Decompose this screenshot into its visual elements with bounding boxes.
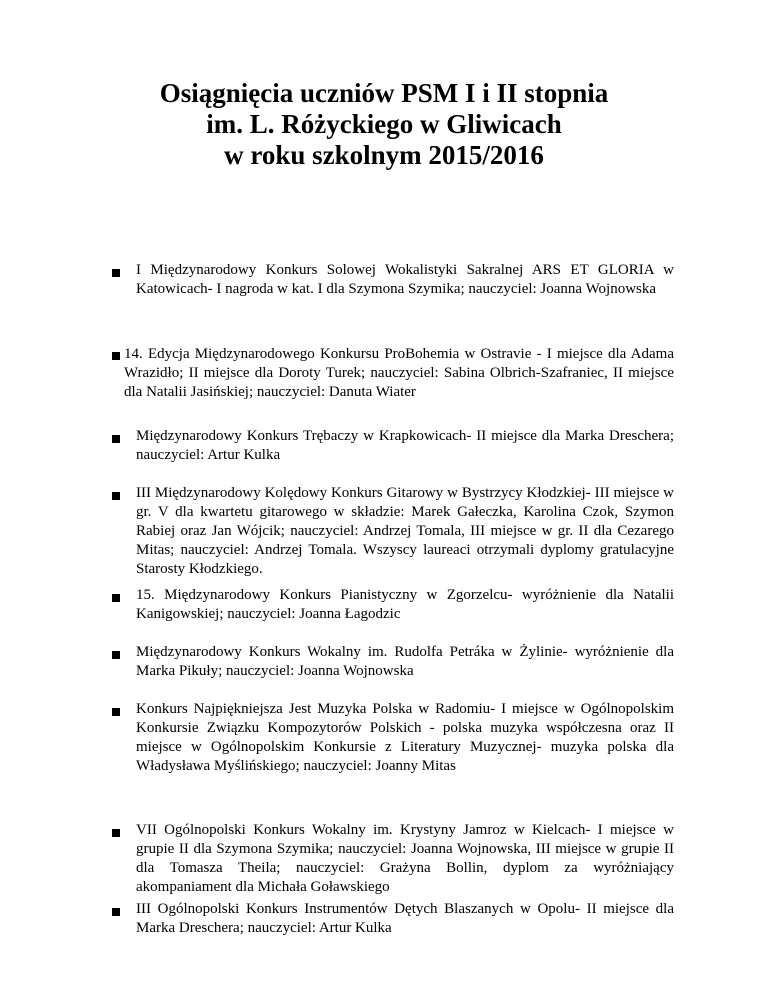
bullet-icon — [112, 352, 120, 360]
list-item: Międzynarodowy Konkurs Wokalny im. Rudolfa Petráka w Żylinie- wyróżnienie dla Marka Pikuły; nauczyciel: Joanna Wojnowska — [136, 644, 674, 679]
bullet-icon — [112, 435, 120, 443]
list-item: Konkurs Najpiękniejsza Jest Muzyka Polska w Radomiu- I miejsce w Ogólnopolskim Konkursie Związku Kompozytorów Polskich - polska muzyka współczesna oraz II miejsce w Ogólnopolskim Konkursie z Literatury Muzycznej- muzyka polska dla Władysława Myślińskiego; nauczyciel: Joanny Mitas — [136, 701, 674, 774]
bullet-icon — [112, 708, 120, 716]
bullet-icon — [112, 492, 120, 500]
bullet-icon — [112, 651, 120, 659]
list-item: 15. Międzynarodowy Konkurs Pianistyczny w Zgorzelcu- wyróżnienie dla Natalii Kanigowskiej; nauczyciel: Joanna Łagodzic — [136, 587, 674, 622]
document-title — [0, 78, 768, 171]
list-item: III Międzynarodowy Kolędowy Konkurs Gitarowy w Bystrzycy Kłodzkiej- III miejsce w gr. V dla kwartetu gitarowego w składzie: Marek Gałeczka, Karolina Czok, Szymon Rabiej oraz Jan Wójcik; nauczyciel: Andrzej Tomala, III miejsce w gr. II dla Cezarego Mitas; nauczyciel: Andrzej Tomala. Wszyscy laureaci otrzymali dyplomy gratulacyjne Starosty Kłodzkiego. — [136, 485, 674, 577]
title-line-2: im. L. Różyckiego w Gliwicach — [206, 109, 562, 139]
list-item-text: 14. Edycja Międzynarodowego Konkursu ProBohemia w Ostravie - I miejsce dla Adama Wrazidło; II miejsce dla Doroty Turek; nauczyciel: Sabina Olbrich-Szafraniec, II miejsce dla Natalii Jasińskiej; nauczyciel: Danuta Wiater — [124, 346, 674, 400]
bullet-icon — [112, 594, 120, 602]
list-item: Międzynarodowy Konkurs Trębaczy w Krapkowicach- II miejsce dla Marka Dreschera; nauczyciel: Artur Kulka — [136, 428, 674, 463]
title-line-3: w roku szkolnym 2015/2016 — [224, 140, 544, 170]
title-line-1: Osiągnięcia uczniów PSM I i II stopnia — [159, 78, 609, 108]
bullet-icon — [112, 829, 120, 837]
bullet-icon — [112, 908, 120, 916]
list-item: I Międzynarodowy Konkurs Solowej Wokalistyki Sakralnej ARS ET GLORIA w Katowicach- I nagroda w kat. I dla Szymona Szymika; nauczyciel: Joanna Wojnowska — [136, 262, 674, 297]
list-item — [124, 345, 674, 402]
list-item: III Ogólnopolski Konkurs Instrumentów Dętych Blaszanych w Opolu- II miejsce dla Marka Dreschera; nauczyciel: Artur Kulka — [136, 901, 674, 936]
bullet-icon — [112, 269, 120, 277]
list-item: VII Ogólnopolski Konkurs Wokalny im. Krystyny Jamroz w Kielcach- I miejsce w grupie II dla Szymona Szymika; nauczyciel: Joanna Wojnowska, III miejsce w grupie II dla Tomasza Theila; nauczyciel: Grażyna Bollin, dyplom za wyróżniający akompaniament dla Michała Goławskiego — [136, 822, 674, 895]
